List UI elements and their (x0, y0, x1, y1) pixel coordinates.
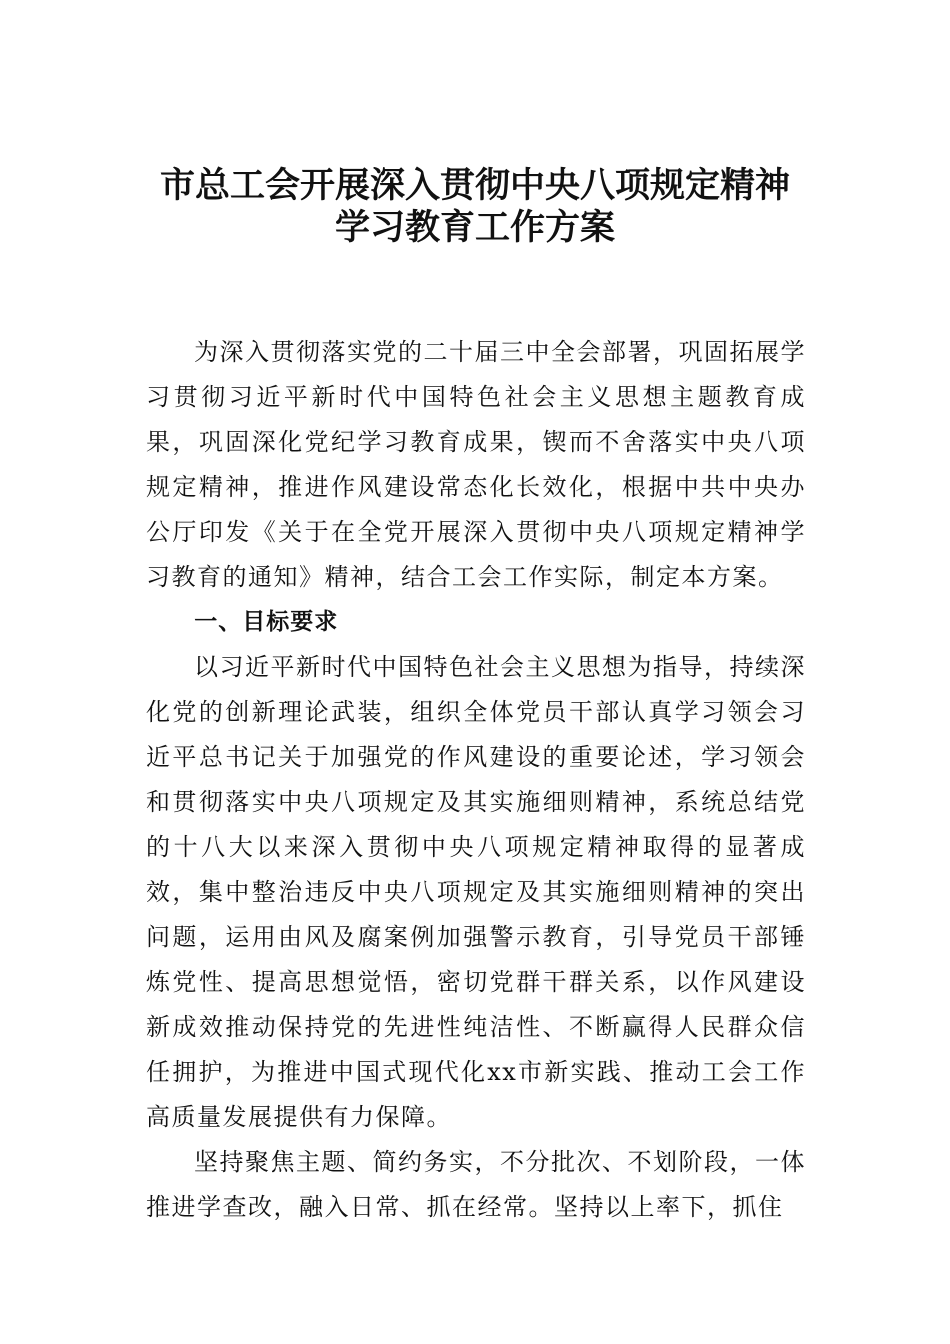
document-title-line-2: 学习教育工作方案 (334, 207, 615, 248)
goals-paragraph-1: 以习近平新时代中国特色社会主义思想为指导，持续深化党的创新理论武装，组织全体党员干部认真学习领会习近平总书记关于加强党的作风建设的重要论述，学习领会和贯彻落实中央八项规定及其实施细则精神，系统总结党的十八大以来深入贯彻中央八项规定精神取得的显著成效，集中整治违反中央八项规定及其实施细则精神的突出问题，运用由风及腐案例加强警示教育，引导党员干部锤炼党性、提高思想觉悟，密切党群干群关系，以作风建设新成效推动保持党的先进性纯洁性、不断赢得人民群众信任拥护，为推进中国式现代化xx市新实践、推动工会工作高质量发展提供有力保障。 (146, 653, 806, 1131)
section-heading-goals: 一、目标要求 (194, 609, 339, 635)
goals-paragraph-2: 坚持聚焦主题、简约务实，不分批次、不划阶段，一体推进学查改，融入日常、抓在经常。坚持以上率下，抓住 (146, 1148, 806, 1221)
intro-paragraph: 为深入贯彻落实党的二十届三中全会部署，巩固拓展学习贯彻习近平新时代中国特色社会主义思想主题教育成果，巩固深化党纪学习教育成果，锲而不舍落实中央八项规定精神，推进作风建设常态化长效化，根据中共中央办公厅印发《关于在全党开展深入贯彻中央八项规定精神学习教育的通知》精神，结合工会工作实际，制定本方案。 (146, 338, 806, 591)
document-title-line-1: 市总工会开展深入贯彻中央八项规定精神 (159, 165, 790, 206)
document-body (146, 330, 806, 1230)
